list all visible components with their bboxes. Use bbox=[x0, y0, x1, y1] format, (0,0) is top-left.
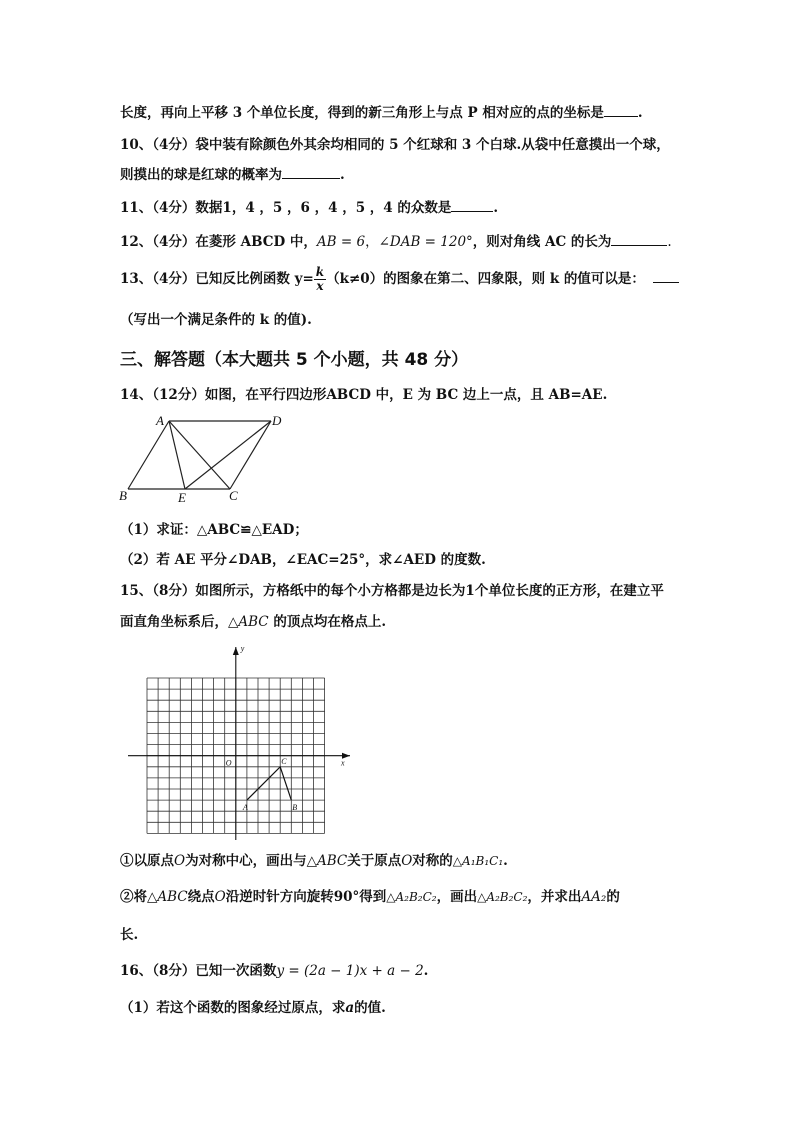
question-9-continuation: 长度，再向上平移 3 个单位长度，得到的新三角形上与点 P 相对应的点的坐标是 . bbox=[120, 105, 643, 121]
question-10-line-1: 10、（4分）袋中装有除颜色外其余均相同的 5 个红球和 3 个白球.从袋中任意摸出一个球， bbox=[120, 137, 670, 153]
question-15-line-2: 面直角坐标系后，△ABC 的顶点均在格点上. bbox=[120, 614, 387, 630]
label-B: B bbox=[119, 488, 127, 503]
label-x: x bbox=[341, 758, 345, 768]
label-D: D bbox=[272, 413, 282, 428]
y-axis-arrow bbox=[233, 647, 239, 655]
label-y: y bbox=[240, 644, 245, 653]
label-E: E bbox=[178, 490, 186, 505]
answer-blank bbox=[282, 166, 340, 179]
question-16-part-1: （1）若这个函数的图象经过原点，求a的值. bbox=[120, 1000, 386, 1016]
math-ab: AB = 6 bbox=[316, 234, 366, 250]
answer-blank bbox=[451, 199, 493, 212]
section-heading: 三、解答题（本大题共 5 个小题，共 48 分） bbox=[120, 350, 469, 370]
question-10-line-2: 则摸出的球是红球的概率为 . bbox=[120, 167, 345, 183]
label-origin: O bbox=[225, 758, 232, 768]
question-13-line-2: （写出一个满足条件的 k 的值). bbox=[120, 312, 312, 328]
question-15-task-2: ②将△ABC绕点O沿逆时针方向旋转90°得到△A₂B₂C₂，画出△A₂B₂C₂，并求出AA₂的 bbox=[120, 889, 620, 905]
answer-blank bbox=[604, 104, 638, 117]
question-13-line-1: 13、（4分）已知反比例函数 y= $\frac{k}{x}$ （k≠0）的图象在第二、四象限，则 k 的值可以是： bbox=[120, 266, 679, 293]
answer-blank bbox=[611, 233, 667, 246]
question-15-task-2-continuation: 长. bbox=[120, 927, 139, 943]
label-A: A bbox=[242, 803, 248, 813]
parallelogram-figure bbox=[115, 410, 295, 510]
question-14-part-2: （2）若 AE 平分∠DAB，∠EAC=25°，求∠AED 的度数. bbox=[120, 552, 486, 568]
question-14: 14、（12分）如图，在平行四边形ABCD 中，E 为 BC 边上一点，且 AB=AE. bbox=[120, 387, 608, 403]
label-B: B bbox=[292, 803, 298, 813]
label-A: A bbox=[156, 413, 164, 428]
question-15-line-1: 15、（8分）如图所示，方格纸中的每个小方格都是边长为1个单位长度的正方形，在建立平 bbox=[120, 583, 664, 599]
label-C: C bbox=[281, 756, 287, 766]
question-14-part-1: （1）求证：△ABC≌△EAD； bbox=[120, 522, 308, 538]
q9-text: 长度，再向上平移 3 个单位长度，得到的新三角形上与点 P 相对应的点的坐标是 bbox=[120, 105, 604, 121]
coordinate-grid-figure bbox=[128, 643, 353, 843]
fraction-k-over-x: $\frac{k}{x}$ bbox=[315, 265, 325, 293]
question-11: 11、（4分）数据1，4 ，5 ，6 ，4 ，5 ，4 的众数是 . bbox=[120, 200, 499, 216]
question-12: 12、（4分）在菱形 ABCD 中，AB = 6，∠DAB = 120°，则对角线 AC 的长为 . bbox=[120, 234, 672, 250]
answer-blank bbox=[653, 270, 679, 283]
question-16: 16、（8分）已知一次函数y = (2a − 1)x + a − 2. bbox=[120, 963, 429, 979]
label-C: C bbox=[229, 488, 238, 503]
math-linear-function: y = (2a − 1)x + a − 2 bbox=[276, 963, 424, 979]
math-angle-dab: ∠DAB = 120° bbox=[378, 234, 473, 250]
question-15-task-1: ①以原点O为对称中心，画出与△ABC关于原点O对称的△A₁B₁C₁. bbox=[120, 853, 508, 869]
